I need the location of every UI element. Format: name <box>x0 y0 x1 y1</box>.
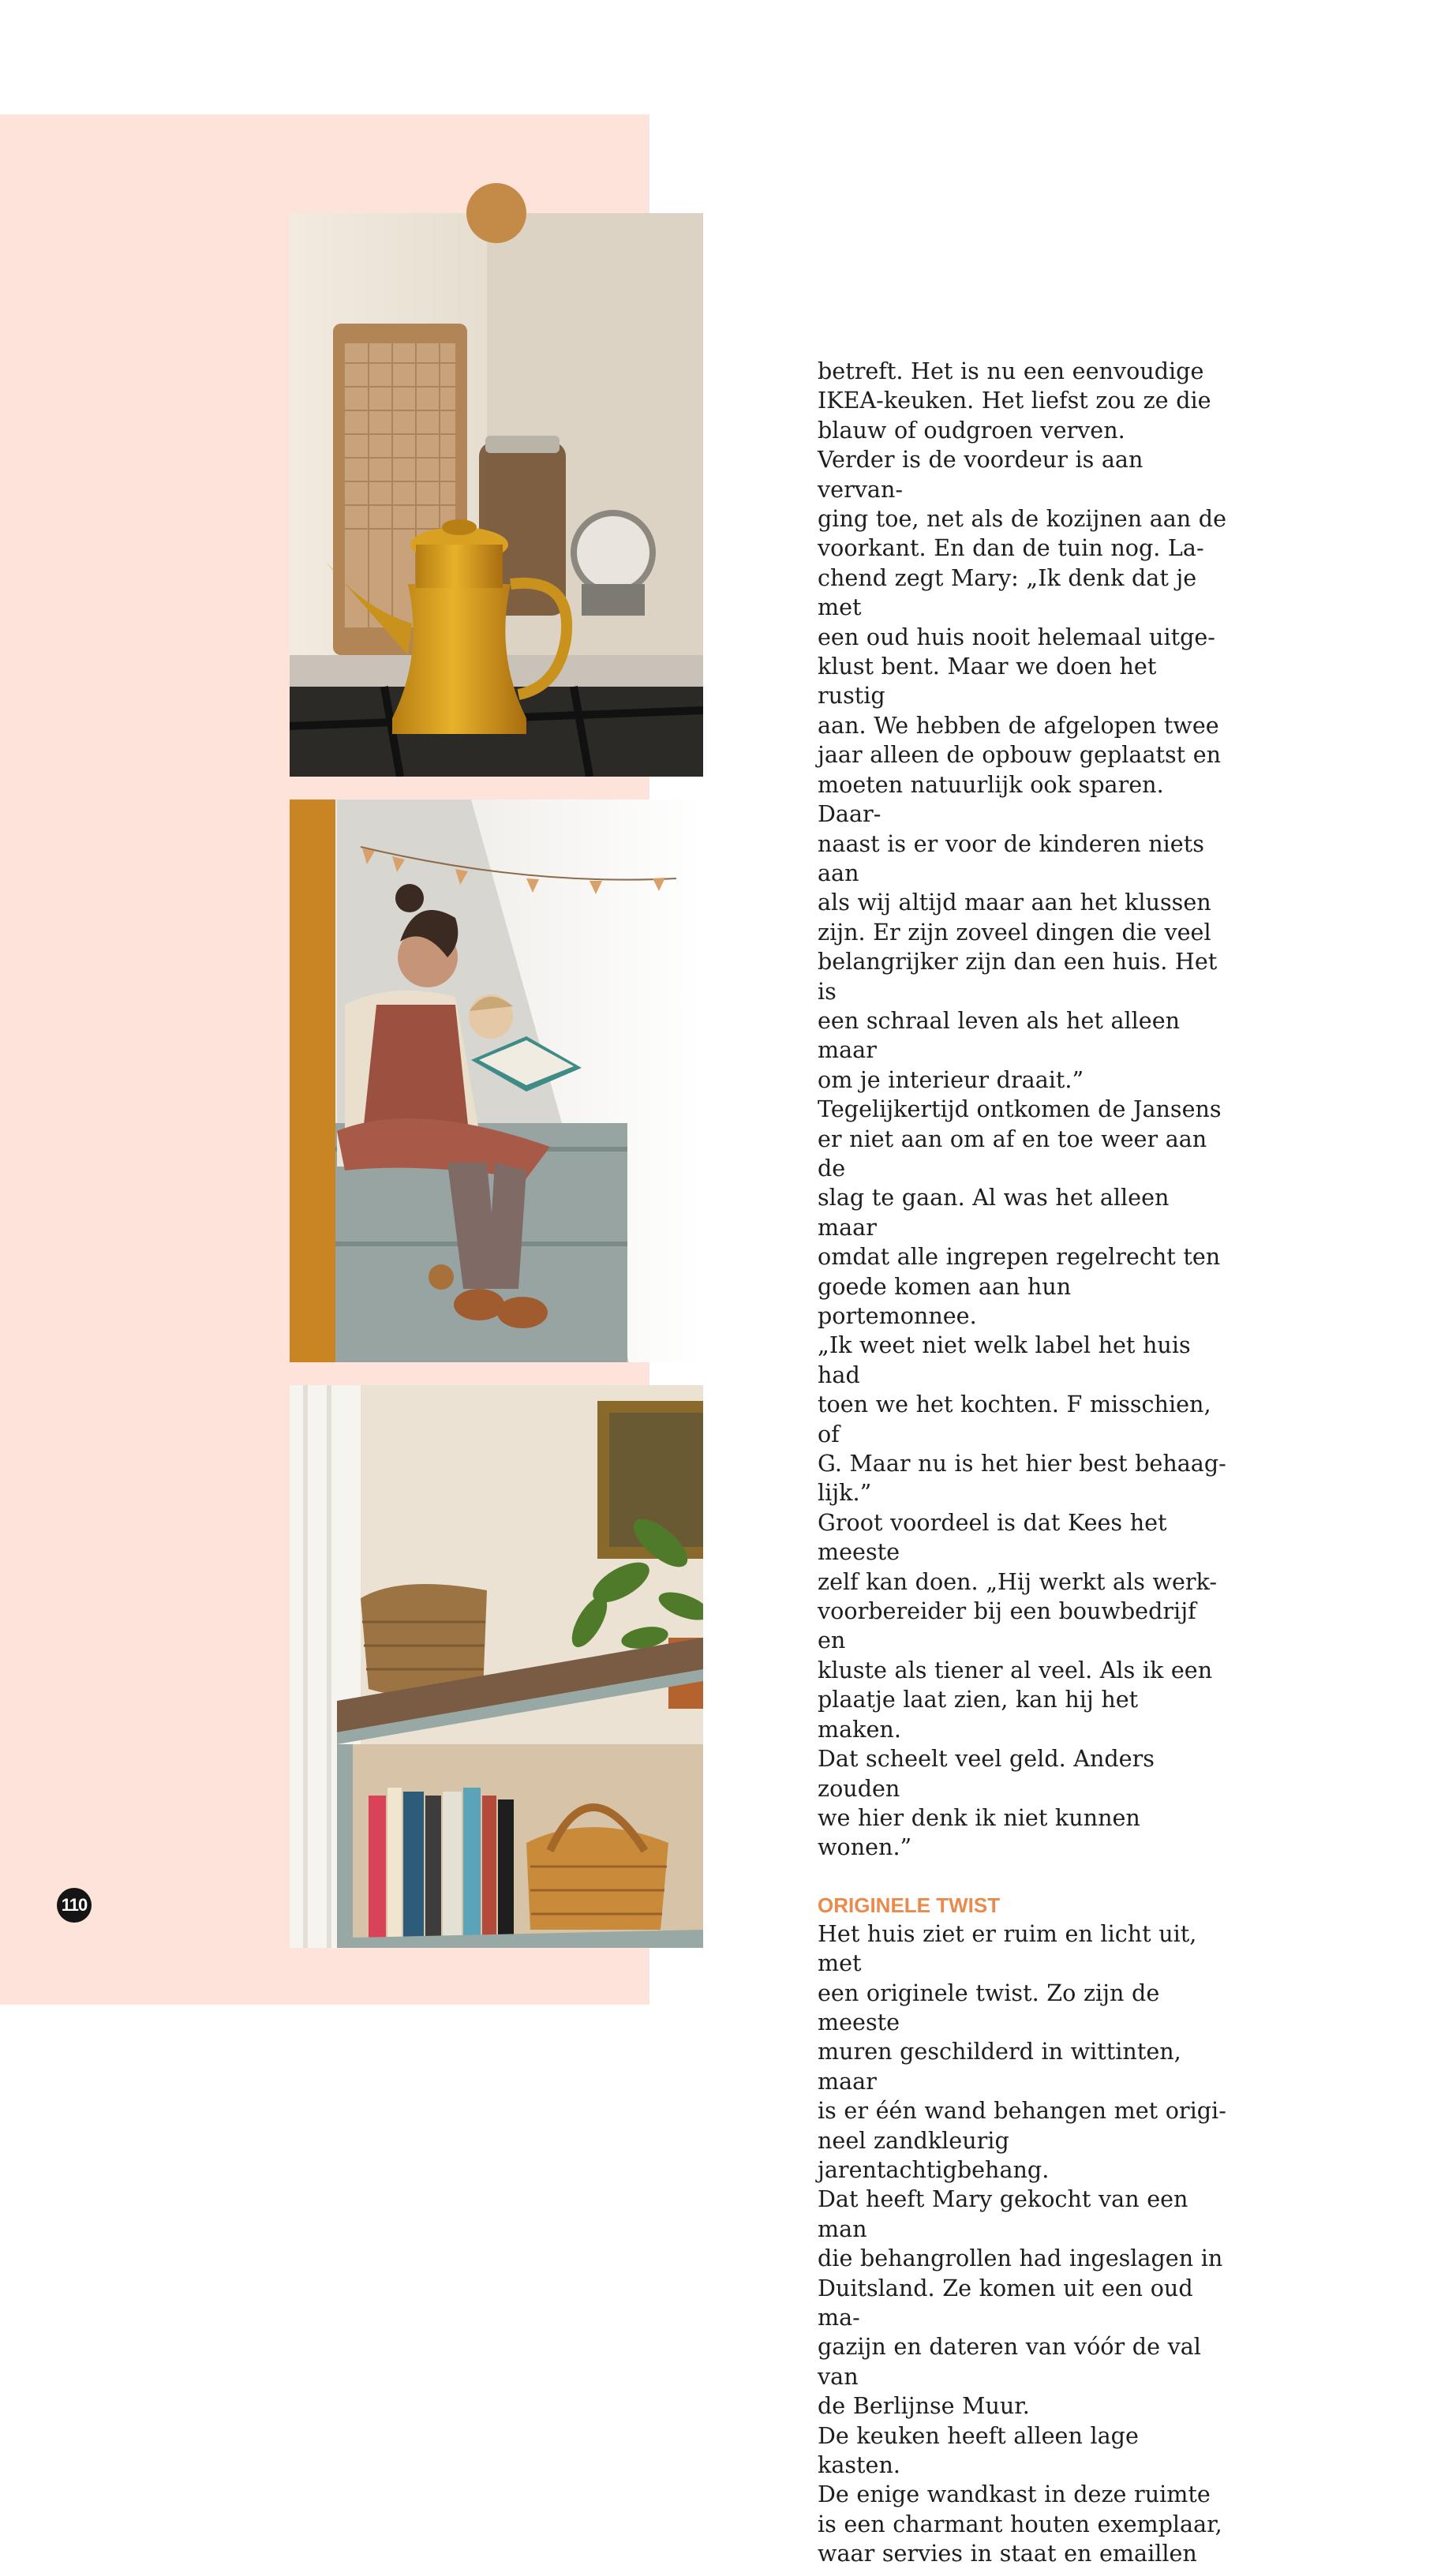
photo-teapot-illustration <box>290 213 703 777</box>
photo-reading-illustration <box>290 800 703 1362</box>
article-paragraph: Tegelijkertijd ontkomen de Jansens er niet aan om af en toe weer aan de slag te gaan. Al was het alleen maar omdat alle ingrepen regelrecht ten goede komen aan hun portemonnee. „Ik weet niet welk label het huis had toen we het kochten. F misschien, of G. Maar nu is het hier best behaag- lijk.” <box>818 1095 1226 1507</box>
article-paragraph: De keuken heeft alleen lage kasten. De enige wandkast in deze ruimte is een charmant houten exemplaar, waar servies in staat en emaillen <box>818 2421 1222 2567</box>
article-column <box>818 357 1228 2569</box>
page-number: 110 <box>57 1888 92 1923</box>
article-paragraph: Het huis ziet er ruim en licht uit, met een originele twist. Zo zijn de meeste muren geschilderd in wittinten, maar is er één wand behangen met origi- neel zandkleurig jarentachtigbehang. Dat heeft Mary gekocht van een man die behangrollen had ingeslagen in Duitsland. Ze komen uit een oud ma- gazijn en dateren van vóór de val van de Berlijnse Muur. <box>818 1919 1226 2420</box>
photo-teapot <box>290 213 703 777</box>
photo-reading <box>290 800 703 1362</box>
article-paragraph: Groot voordeel is dat Kees het meeste zelf kan doen. „Hij werkt als werk- voorbereider bij een bouwbedrijf en kluste als tiener al veel. Als ik een plaatje laat zien, kan hij het maken. Dat scheelt veel geld. Anders zouden we hier denk ik niet kunnen wonen.” <box>818 1508 1218 1861</box>
section-heading: ORIGINELE TWIST <box>818 1893 1001 1917</box>
article-paragraph: betreft. Het is nu een eenvoudige IKEA-keuken. Het liefst zou ze die blauw of oudgroen verven. <box>818 358 1211 444</box>
photo-shelves-illustration <box>290 1385 703 1948</box>
article-paragraph: Verder is de voordeur is aan vervan- ging toe, net als de kozijnen aan de voorkant. En dan de tuin nog. La- chend zegt Mary: „Ik denk dat je met een oud huis nooit helemaal uitge- klust bent. Maar we doen het rustig aan. We hebben de afgelopen twee jaar alleen de opbouw geplaatst en moeten natuurlijk ook sparen. Daar- naast is er voor de kinderen niets aan als wij altijd maar aan het klussen zijn. Er zijn zoveel dingen die veel belangrijker zijn dan een huis. Het is een schraal leven als het alleen maar om je interieur draait.” <box>818 446 1227 1093</box>
accent-dot <box>466 183 526 243</box>
photo-shelves <box>290 1385 703 1948</box>
